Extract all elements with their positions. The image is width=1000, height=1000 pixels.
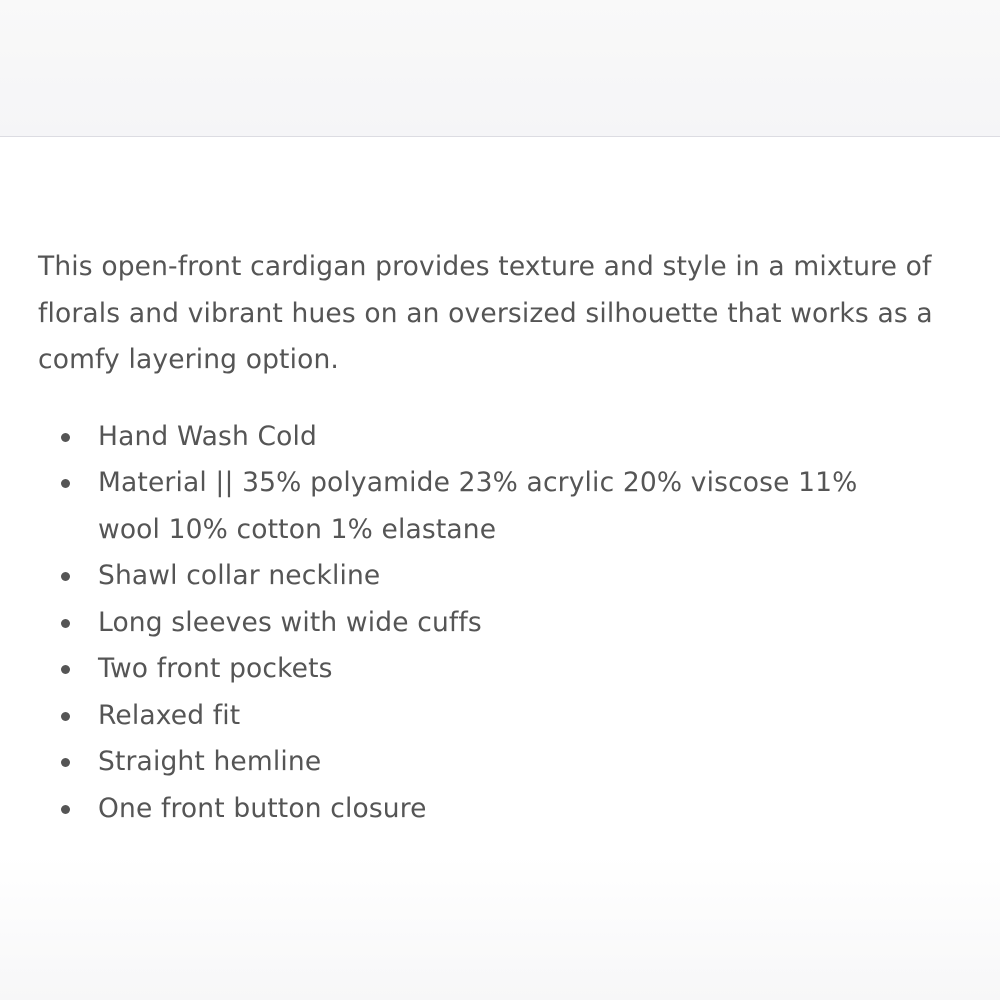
feature-list (38, 414, 978, 833)
bullet-icon (61, 619, 70, 628)
feature-text: Two front pockets (98, 653, 333, 684)
feature-item-hemline (38, 739, 978, 786)
bullet-icon (61, 665, 70, 674)
header-bar (0, 0, 1000, 137)
feature-item-closure (38, 786, 978, 833)
feature-text: Relaxed fit (98, 699, 241, 731)
description-line: comfy layering option. (38, 344, 339, 375)
footer-fade (0, 855, 1000, 1000)
feature-item-fit (38, 693, 978, 740)
bullet-icon (61, 572, 70, 581)
feature-text: Shawl collar neckline (98, 560, 381, 591)
feature-item-neckline (38, 553, 978, 600)
bullet-icon (61, 433, 70, 442)
feature-item-material (38, 460, 978, 553)
feature-text: Hand Wash Cold (98, 420, 317, 452)
description-line: florals and vibrant hues on an oversized silhouette that works as a (38, 297, 933, 329)
bullet-icon (61, 712, 70, 721)
bullet-icon (61, 479, 70, 488)
product-details (38, 244, 978, 832)
feature-item-sleeves (38, 600, 978, 647)
feature-text: Straight hemline (98, 746, 322, 777)
bullet-icon (61, 805, 70, 814)
feature-item-pockets (38, 646, 978, 693)
feature-item-care (38, 414, 978, 461)
product-description (38, 244, 978, 384)
bullet-icon (61, 758, 70, 767)
feature-text: Material || 35% polyamide 23% acrylic 20% viscose 11% wool 10% cotton 1% elastane (98, 467, 858, 545)
description-line: This open-front cardigan provides texture and style in a mixture of (38, 251, 932, 282)
feature-text: Long sleeves with wide cuffs (98, 606, 482, 638)
feature-text: One front button closure (98, 792, 427, 824)
